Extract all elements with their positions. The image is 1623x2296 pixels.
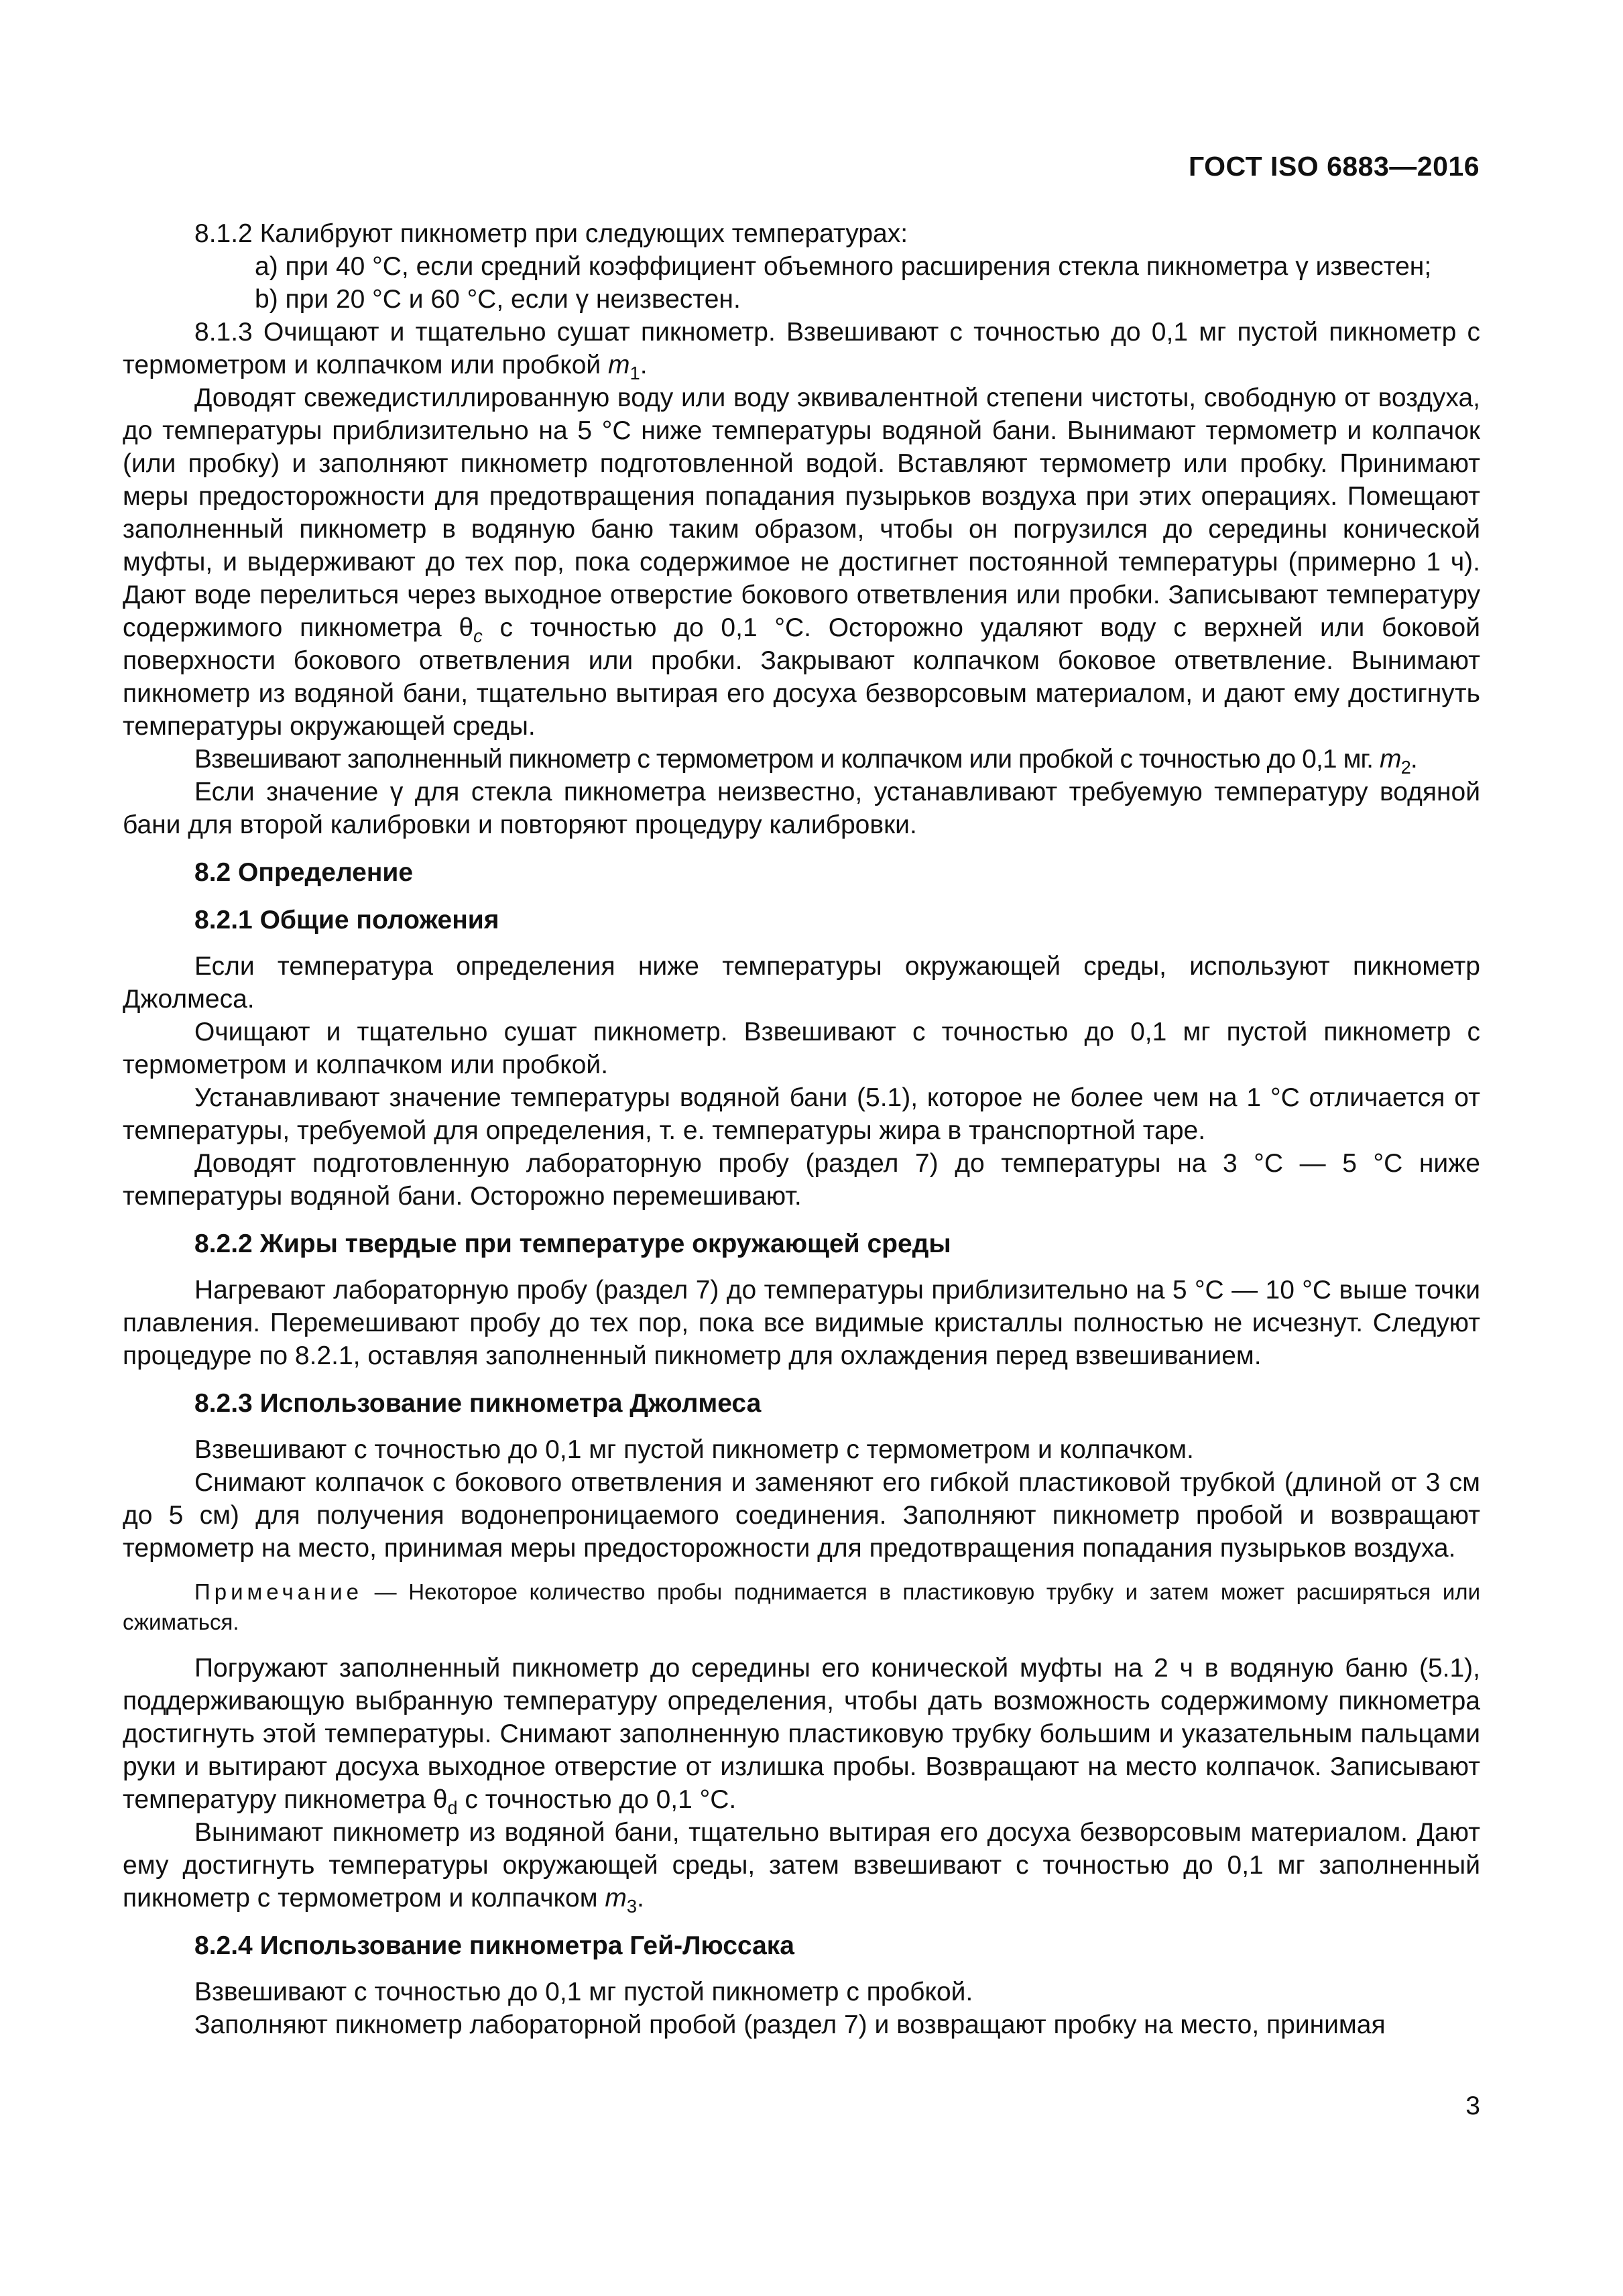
paragraph-weigh-filled: Взвешивают заполненный пикнометр с термометром и колпачком или пробкой с точностью до 0,1 мг. $m_2$. <box>194 745 1417 778</box>
heading-8-2-4: 8.2.4 Использование пикнометра Гей-Люссака <box>194 1931 794 1960</box>
paragraph-8-2-3-a: Взвешивают с точностью до 0,1 мг пустой пикнометр с термометром и колпачком. <box>194 1435 1194 1464</box>
paragraph-water-procedure: Доводят свежедистиллированную воду или воду эквивалентной степени чистоты, свободную от воздуха, до температуры приблизительно на 5 °С ниже температуры водяной бани. Вынимают термометр и колпачок (или пробку) и заполняют пикнометр подготовленной водой. Вставляют термометр или пробку. Принимают меры предосторожности для предотвращения попадания пузырьков воздуха при этих операциях. Помещают заполненный пикнометр в водяную баню таким образом, чтобы он погрузился до середины конической муфты, и выдерживают до тех пор, пока содержимое не достигнет постоянной температуры (примерно 1 ч). Дают воде перелиться через выходное отверстие бокового ответвления или пробки. Записывают температуру содержимого пикнометра $\theta_c$ с точностью до 0,1 °С. Осторожно удаляют воду с верхней или боковой поверхности бокового ответвления или пробки. Закрывают колпачком боковое ответвление. Вынимают пикнометр из водяной бани, тщательно вытирая его досуха безворсовым материалом, и дают ему достигнуть температуры окружающей среды. <box>123 383 1480 741</box>
document-body <box>123 217 1480 2041</box>
standard-id: ГОСТ ISO 6883—2016 <box>1188 151 1480 182</box>
note-label: Примечание <box>194 1579 363 1604</box>
paragraph-8-1-3: 8.1.3 Очищают и тщательно сушат пикнометр. Взвешивают с точностью до 0,1 мг пустой пикнометр с термометром и колпачком или пробкой $m_1$. <box>123 318 1480 383</box>
paragraph-8-2-3-d: Вынимают пикнометр из водяной бани, тщательно вытирая его досуха безворсовым материалом. Дают ему достигнуть температуры окружающей среды, затем взвешивают с точностью до 0,1 мг заполненный пикнометр с термометром и колпачком $m_3$. <box>123 1818 1480 1917</box>
paragraph-8-2-1-b: Очищают и тщательно сушат пикнометр. Взвешивают с точностью до 0,1 мг пустой пикнометр с термометром и колпачком или пробкой. <box>123 1018 1480 1079</box>
paragraph-8-2-2: Нагревают лабораторную пробу (раздел 7) до температуры приблизительно на 5 °С — 10 °С выше точки плавления. Перемешивают пробу до тех пор, пока все видимые кристаллы полностью не исчезнут. Следуют процедуре по 8.2.1, оставляя заполненный пикнометр для охлаждения перед взвешиванием. <box>123 1276 1480 1370</box>
paragraph-8-2-4-a: Взвешивают с точностью до 0,1 мг пустой пикнометр с пробкой. <box>194 1978 973 2006</box>
list-item-b: b) при 20 °С и 60 °С, если γ неизвестен. <box>255 285 741 314</box>
heading-8-2-2: 8.2.2 Жиры твердые при температуре окружающей среды <box>194 1229 951 1258</box>
paragraph-8-2-3-b: Снимают колпачок с бокового ответвления и заменяют его гибкой пластиковой трубкой (длиной от 3 см до 5 см) для получения водонепроницаемого соединения. Заполняют пикнометр пробой и возвращают термометр на место, принимая меры предосторожности для предотвращения попадания пузырьков воздуха. <box>123 1468 1480 1563</box>
paragraph-8-1-2: 8.1.2 Калибруют пикнометр при следующих температурах: <box>194 219 908 248</box>
list-item-a: a) при 40 °С, если средний коэффициент объемного расширения стекла пикнометра γ известен; <box>255 252 1432 281</box>
paragraph-8-2-3-c: Погружают заполненный пикнометр до середины его конической муфты на 2 ч в водяную баню (5.1), поддерживающую выбранную температуру определения, чтобы дать возможность содержимому пикнометра достигнуть этой температуры. Снимают заполненную пластиковую трубку большим и указательным пальцами руки и вытирают досуха выходное отверстие от излишка пробы. Возвращают на место колпачок. Записывают температуру пикнометра $\theta_d$ с точностью до 0,1 °С. <box>123 1654 1480 1818</box>
heading-8-2: 8.2 Определение <box>194 858 414 887</box>
paragraph-8-2-1-d: Доводят подготовленную лабораторную пробу (раздел 7) до температуры на 3 °С — 5 °С ниже температуры водяной бани. Осторожно перемешивают. <box>123 1149 1480 1211</box>
paragraph-8-2-4-b: Заполняют пикнометр лабораторной пробой (раздел 7) и возвращают пробку на место, принимая <box>194 2010 1386 2039</box>
note-text: — Некоторое количество пробы поднимается в пластиковую трубку и затем может расширяться или сжиматься. <box>123 1579 1480 1634</box>
paragraph-8-2-1-c: Устанавливают значение температуры водяной бани (5.1), которое не более чем на 1 °С отличается от температуры, требуемой для определения, т. е. температуры жира в транспортной таре. <box>123 1083 1480 1145</box>
note <box>123 1577 1480 1637</box>
heading-8-2-3: 8.2.3 Использование пикнометра Джолмеса <box>194 1389 762 1418</box>
page-number: 3 <box>1465 2092 1480 2120</box>
paragraph-8-2-1-a: Если температура определения ниже температуры окружающей среды, используют пикнометр Джолмеса. <box>123 952 1480 1014</box>
heading-8-2-1: 8.2.1 Общие положения <box>194 906 499 934</box>
paragraph-gamma-unknown: Если значение γ для стекла пикнометра неизвестно, устанавливают требуемую температуру водяной бани для второй калибровки и повторяют процедуру калибровки. <box>123 778 1481 839</box>
